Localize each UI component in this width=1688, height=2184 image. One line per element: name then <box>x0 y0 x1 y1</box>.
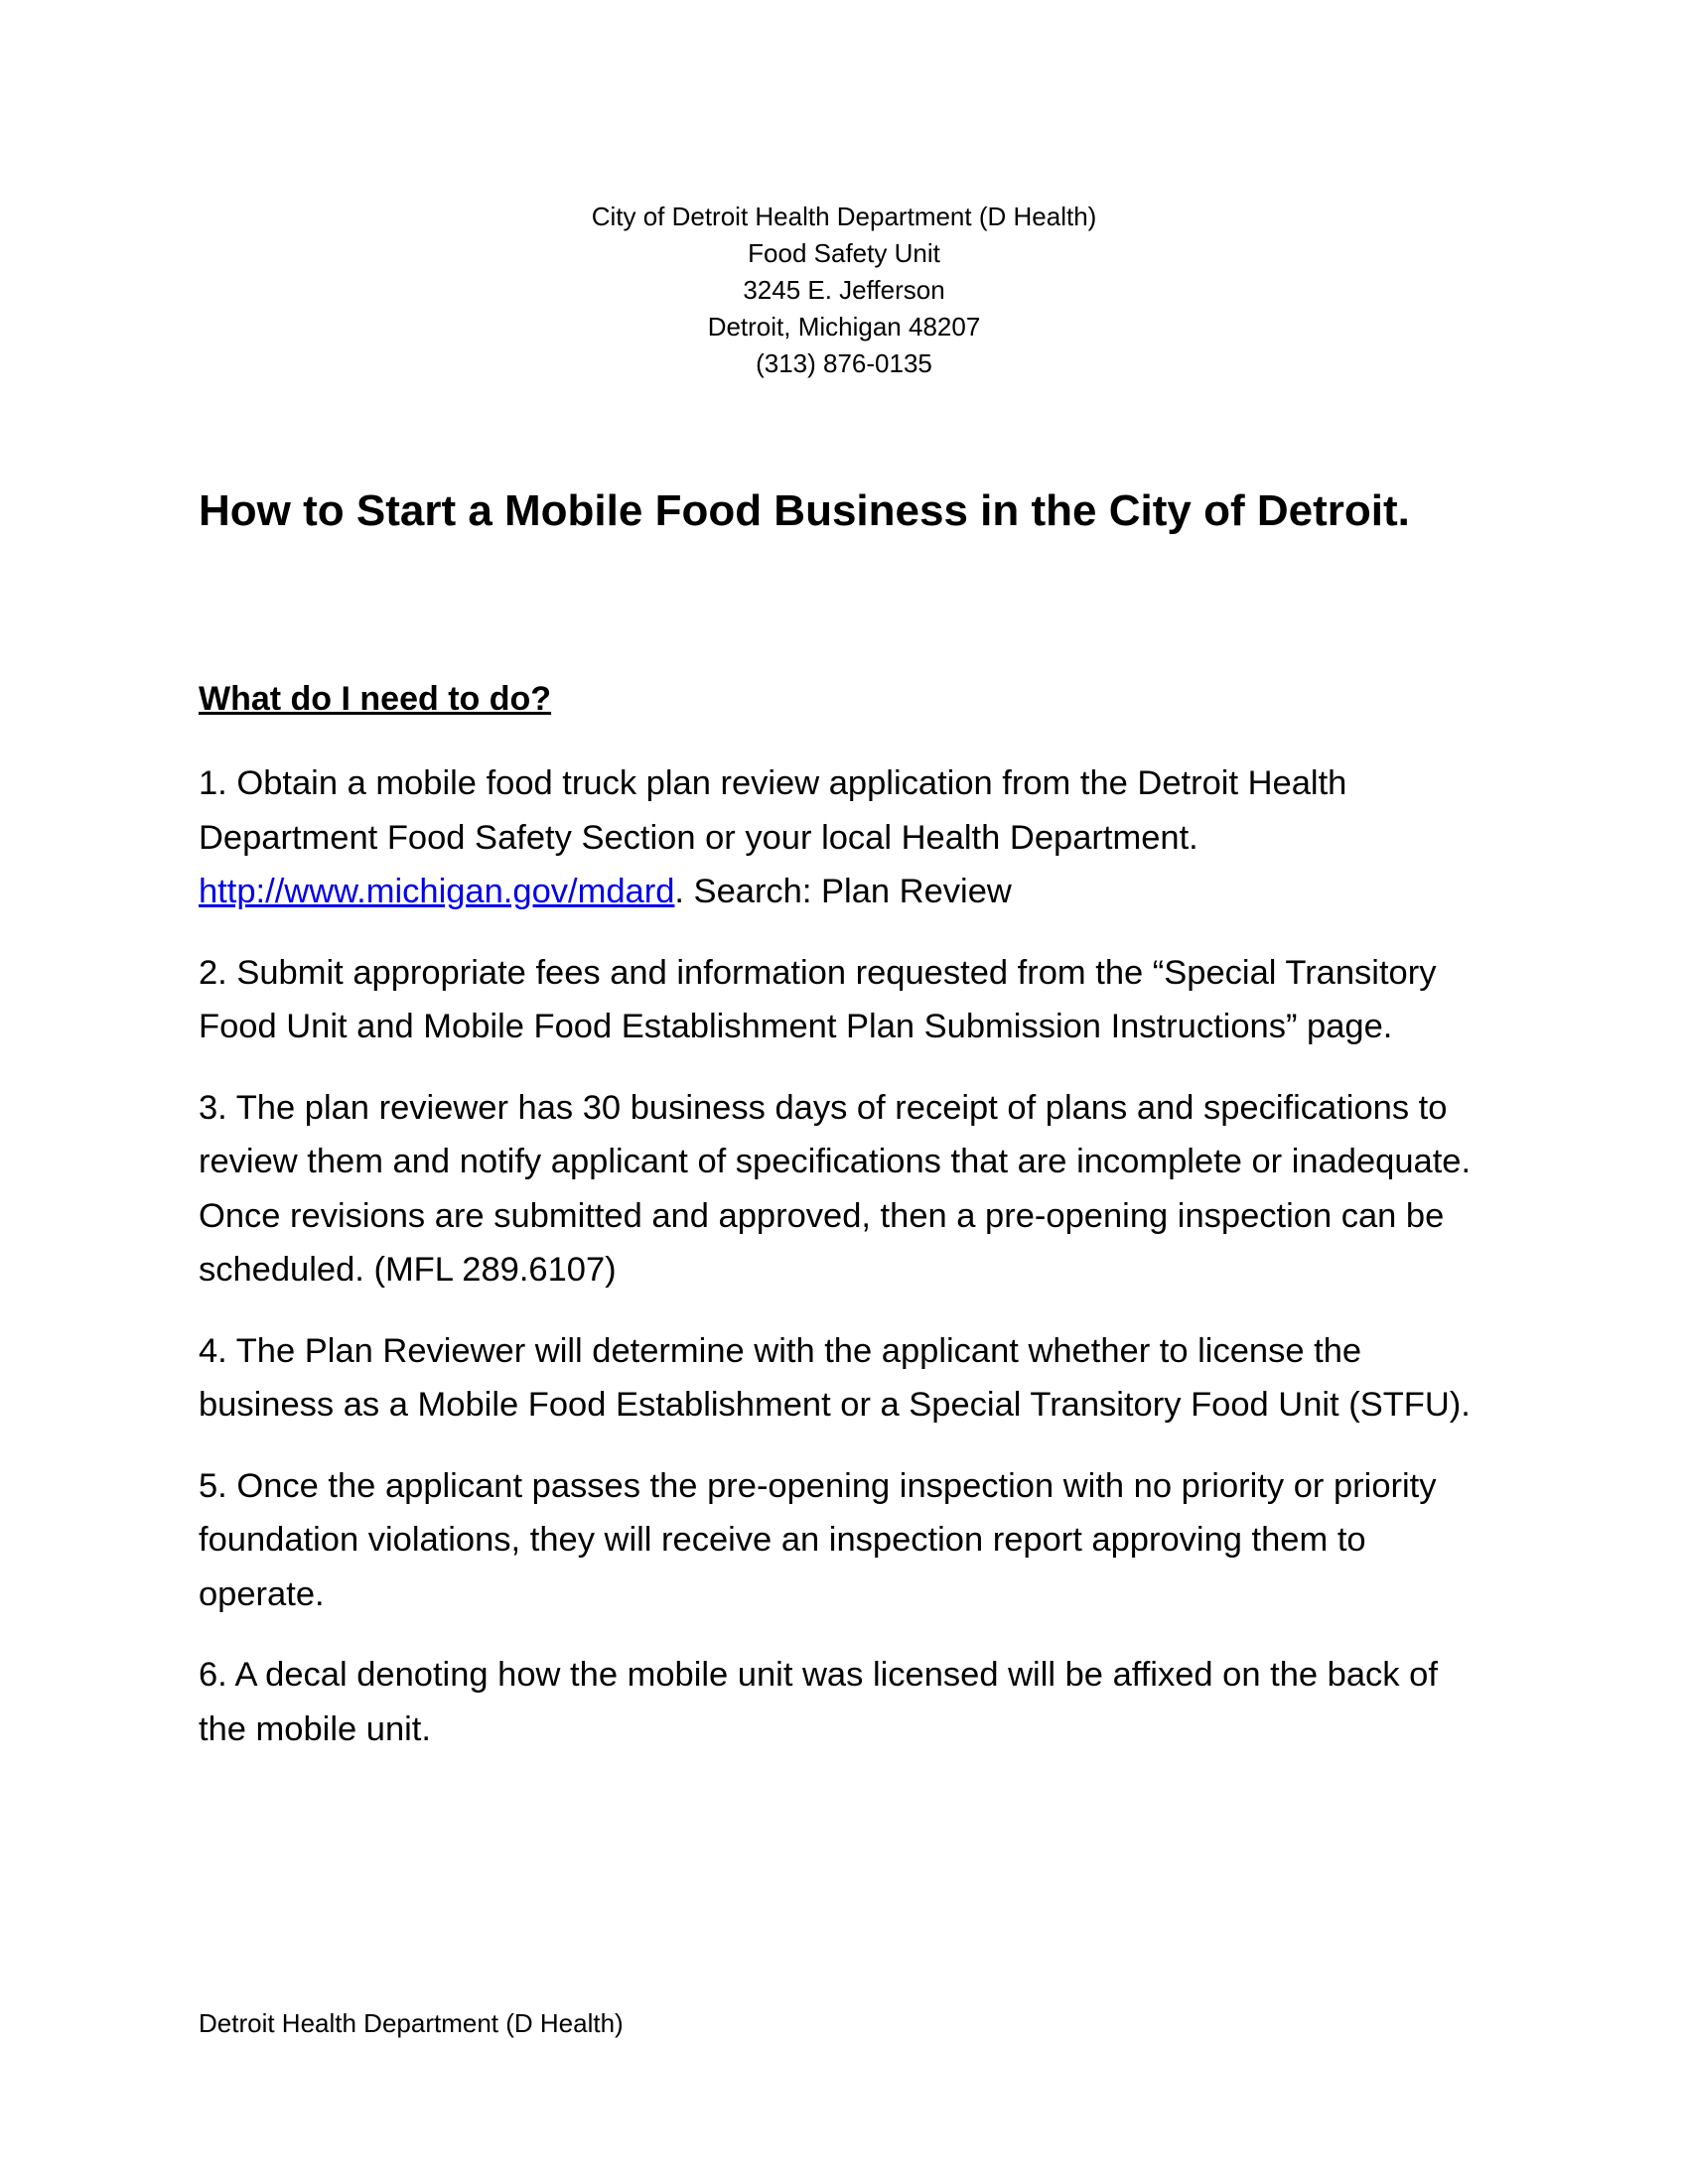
letterhead-city: Detroit, Michigan 48207 <box>707 312 981 341</box>
step-5: 5. Once the applicant passes the pre-opening inspection with no priority or priority foundation violations, they will receive an inspection report approving them to operate. <box>199 1466 1437 1613</box>
step-2: 2. Submit appropriate fees and information requested from the “Special Transitory Food Unit and Mobile Food Establishment Plan Submission Instructions” page. <box>199 953 1437 1045</box>
letterhead-street: 3245 E. Jefferson <box>743 275 945 305</box>
letterhead-phone: (313) 876-0135 <box>756 348 932 378</box>
step-6: 6. A decal denoting how the mobile unit was licensed will be affixed on the back of the mobile unit. <box>199 1656 1438 1748</box>
section-heading: What do I need to do? <box>199 680 552 718</box>
step-1-text: 1. Obtain a mobile food truck plan review application from the Detroit Health Department Food Safety Section or your local Health Department. <box>199 764 1347 857</box>
letterhead <box>0 199 1688 382</box>
letterhead-unit: Food Safety Unit <box>748 238 940 268</box>
step-3: 3. The plan reviewer has 30 business days of receipt of plans and specifications to review them and notify applicant of specifications that are incomplete or inadequate. Once revisions are submitted and approved, then a pre-opening inspection can be scheduled. (MFL 289.6107) <box>199 1088 1472 1289</box>
step-1-after-link: . Search: Plan Review <box>674 873 1012 910</box>
steps-list <box>199 756 1489 1783</box>
step-1 <box>199 756 1489 919</box>
page-title: How to Start a Mobile Food Business in the City of Detroit. <box>199 486 1410 535</box>
mdard-link[interactable]: http://www.michigan.gov/mdard <box>199 873 675 910</box>
footer: Detroit Health Department (D Health) <box>199 2008 624 2038</box>
letterhead-organization: City of Detroit Health Department (D Health) <box>591 202 1097 231</box>
step-4: 4. The Plan Reviewer will determine with the applicant whether to license the business as a Mobile Food Establishment or a Special Transitory Food Unit (STFU). <box>199 1331 1471 1424</box>
